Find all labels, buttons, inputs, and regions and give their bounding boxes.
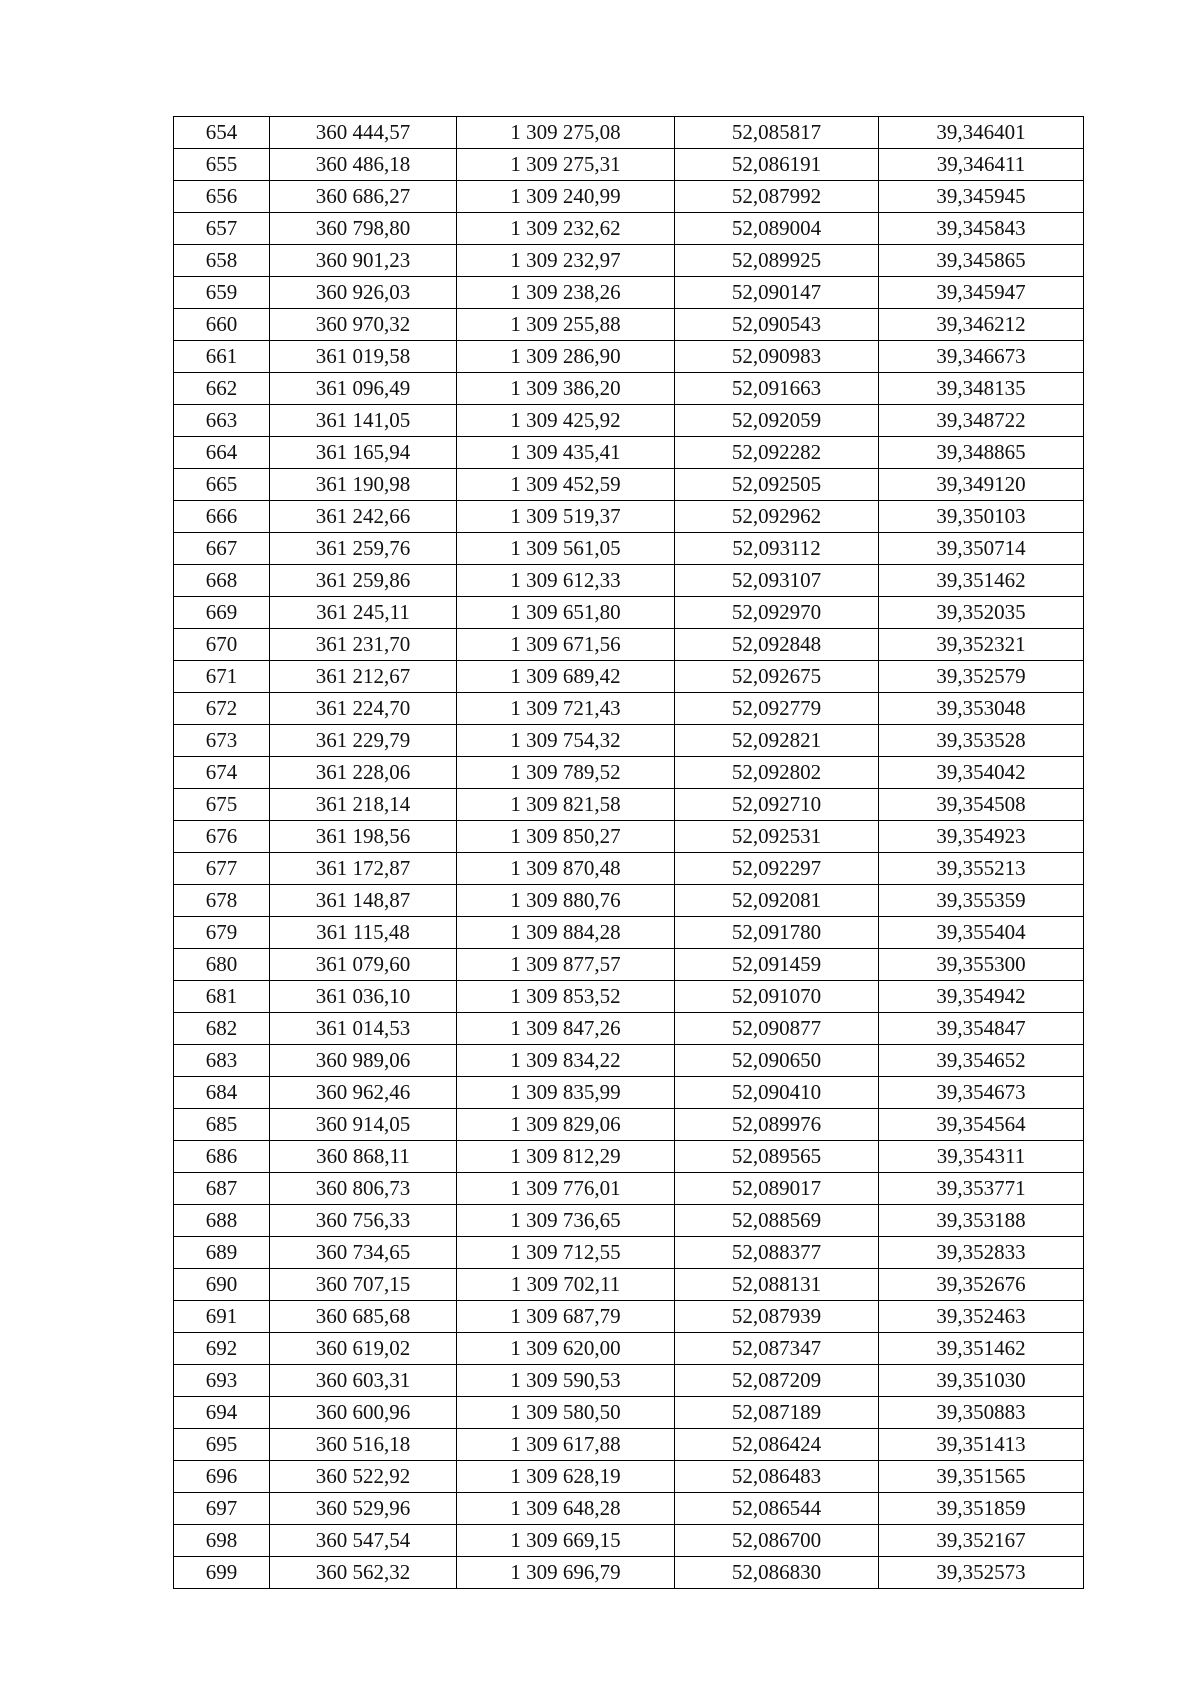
cell-point-number: 658 [174, 245, 270, 277]
cell-coordinate-y: 1 309 519,37 [457, 501, 675, 533]
cell-longitude: 39,345947 [879, 277, 1084, 309]
cell-longitude: 39,346401 [879, 117, 1084, 149]
cell-latitude: 52,089565 [675, 1141, 879, 1173]
cell-coordinate-y: 1 309 386,20 [457, 373, 675, 405]
cell-coordinate-y: 1 309 255,88 [457, 309, 675, 341]
cell-point-number: 661 [174, 341, 270, 373]
table-row [174, 565, 1084, 597]
cell-longitude: 39,345865 [879, 245, 1084, 277]
cell-point-number: 663 [174, 405, 270, 437]
cell-latitude: 52,090410 [675, 1077, 879, 1109]
cell-longitude: 39,354508 [879, 789, 1084, 821]
cell-latitude: 52,089925 [675, 245, 879, 277]
cell-longitude: 39,352321 [879, 629, 1084, 661]
cell-coordinate-x: 361 231,70 [270, 629, 457, 661]
cell-point-number: 697 [174, 1493, 270, 1525]
cell-coordinate-x: 361 115,48 [270, 917, 457, 949]
cell-latitude: 52,092821 [675, 725, 879, 757]
cell-coordinate-y: 1 309 812,29 [457, 1141, 675, 1173]
cell-coordinate-x: 360 600,96 [270, 1397, 457, 1429]
cell-latitude: 52,090147 [675, 277, 879, 309]
cell-longitude: 39,352463 [879, 1301, 1084, 1333]
cell-point-number: 680 [174, 949, 270, 981]
cell-latitude: 52,092531 [675, 821, 879, 853]
table-row [174, 757, 1084, 789]
cell-latitude: 52,092710 [675, 789, 879, 821]
cell-latitude: 52,086544 [675, 1493, 879, 1525]
cell-point-number: 662 [174, 373, 270, 405]
cell-longitude: 39,353188 [879, 1205, 1084, 1237]
cell-coordinate-x: 360 707,15 [270, 1269, 457, 1301]
cell-longitude: 39,354923 [879, 821, 1084, 853]
cell-longitude: 39,349120 [879, 469, 1084, 501]
cell-longitude: 39,351462 [879, 1333, 1084, 1365]
table-row [174, 373, 1084, 405]
table-row [174, 1493, 1084, 1525]
cell-latitude: 52,093107 [675, 565, 879, 597]
table-row [174, 1461, 1084, 1493]
cell-coordinate-y: 1 309 721,43 [457, 693, 675, 725]
table-row [174, 917, 1084, 949]
cell-coordinate-y: 1 309 821,58 [457, 789, 675, 821]
cell-coordinate-y: 1 309 240,99 [457, 181, 675, 213]
cell-coordinate-y: 1 309 561,05 [457, 533, 675, 565]
cell-coordinate-y: 1 309 612,33 [457, 565, 675, 597]
table-row [174, 1109, 1084, 1141]
cell-latitude: 52,088377 [675, 1237, 879, 1269]
cell-point-number: 688 [174, 1205, 270, 1237]
cell-latitude: 52,089017 [675, 1173, 879, 1205]
cell-coordinate-x: 360 756,33 [270, 1205, 457, 1237]
cell-coordinate-x: 361 036,10 [270, 981, 457, 1013]
cell-longitude: 39,345945 [879, 181, 1084, 213]
table-row [174, 853, 1084, 885]
cell-point-number: 672 [174, 693, 270, 725]
coordinates-table-body [174, 117, 1084, 1589]
table-row [174, 1205, 1084, 1237]
cell-latitude: 52,089976 [675, 1109, 879, 1141]
table-row [174, 1013, 1084, 1045]
table-row [174, 1429, 1084, 1461]
cell-coordinate-x: 361 148,87 [270, 885, 457, 917]
cell-coordinate-x: 360 868,11 [270, 1141, 457, 1173]
table-row [174, 1269, 1084, 1301]
cell-point-number: 667 [174, 533, 270, 565]
cell-latitude: 52,090983 [675, 341, 879, 373]
cell-coordinate-y: 1 309 232,62 [457, 213, 675, 245]
cell-point-number: 687 [174, 1173, 270, 1205]
cell-coordinate-y: 1 309 870,48 [457, 853, 675, 885]
cell-point-number: 677 [174, 853, 270, 885]
cell-longitude: 39,345843 [879, 213, 1084, 245]
cell-coordinate-x: 361 165,94 [270, 437, 457, 469]
cell-coordinate-y: 1 309 736,65 [457, 1205, 675, 1237]
cell-latitude: 52,085817 [675, 117, 879, 149]
table-row [174, 885, 1084, 917]
coordinates-table [173, 116, 1084, 1589]
table-row [174, 1141, 1084, 1173]
cell-point-number: 686 [174, 1141, 270, 1173]
cell-point-number: 666 [174, 501, 270, 533]
cell-coordinate-x: 360 686,27 [270, 181, 457, 213]
cell-longitude: 39,351859 [879, 1493, 1084, 1525]
cell-point-number: 654 [174, 117, 270, 149]
table-row [174, 597, 1084, 629]
cell-longitude: 39,354564 [879, 1109, 1084, 1141]
table-row [174, 437, 1084, 469]
cell-coordinate-y: 1 309 580,50 [457, 1397, 675, 1429]
cell-coordinate-x: 361 229,79 [270, 725, 457, 757]
cell-longitude: 39,346673 [879, 341, 1084, 373]
cell-point-number: 679 [174, 917, 270, 949]
cell-coordinate-x: 361 218,14 [270, 789, 457, 821]
cell-point-number: 655 [174, 149, 270, 181]
table-row [174, 533, 1084, 565]
cell-point-number: 693 [174, 1365, 270, 1397]
cell-coordinate-x: 361 259,76 [270, 533, 457, 565]
cell-latitude: 52,087189 [675, 1397, 879, 1429]
cell-coordinate-y: 1 309 829,06 [457, 1109, 675, 1141]
cell-latitude: 52,089004 [675, 213, 879, 245]
cell-longitude: 39,352035 [879, 597, 1084, 629]
table-row [174, 1173, 1084, 1205]
cell-point-number: 671 [174, 661, 270, 693]
cell-point-number: 692 [174, 1333, 270, 1365]
cell-coordinate-x: 360 522,92 [270, 1461, 457, 1493]
cell-coordinate-x: 361 245,11 [270, 597, 457, 629]
cell-latitude: 52,092970 [675, 597, 879, 629]
cell-point-number: 670 [174, 629, 270, 661]
cell-point-number: 681 [174, 981, 270, 1013]
cell-latitude: 52,087209 [675, 1365, 879, 1397]
cell-coordinate-x: 360 685,68 [270, 1301, 457, 1333]
cell-point-number: 694 [174, 1397, 270, 1429]
cell-longitude: 39,354652 [879, 1045, 1084, 1077]
table-row [174, 149, 1084, 181]
cell-point-number: 674 [174, 757, 270, 789]
table-row [174, 469, 1084, 501]
cell-point-number: 668 [174, 565, 270, 597]
table-row [174, 661, 1084, 693]
table-row [174, 1237, 1084, 1269]
table-row [174, 821, 1084, 853]
cell-coordinate-y: 1 309 425,92 [457, 405, 675, 437]
cell-coordinate-x: 361 212,67 [270, 661, 457, 693]
cell-coordinate-x: 360 914,05 [270, 1109, 457, 1141]
cell-latitude: 52,092297 [675, 853, 879, 885]
cell-coordinate-x: 361 228,06 [270, 757, 457, 789]
table-row [174, 1525, 1084, 1557]
cell-coordinate-y: 1 309 620,00 [457, 1333, 675, 1365]
cell-longitude: 39,354942 [879, 981, 1084, 1013]
cell-coordinate-y: 1 309 884,28 [457, 917, 675, 949]
cell-point-number: 656 [174, 181, 270, 213]
cell-longitude: 39,355213 [879, 853, 1084, 885]
cell-longitude: 39,348722 [879, 405, 1084, 437]
cell-longitude: 39,350883 [879, 1397, 1084, 1429]
cell-coordinate-y: 1 309 776,01 [457, 1173, 675, 1205]
cell-latitude: 52,090650 [675, 1045, 879, 1077]
cell-latitude: 52,086483 [675, 1461, 879, 1493]
cell-point-number: 665 [174, 469, 270, 501]
cell-latitude: 52,090877 [675, 1013, 879, 1045]
cell-point-number: 696 [174, 1461, 270, 1493]
cell-coordinate-x: 361 224,70 [270, 693, 457, 725]
cell-point-number: 678 [174, 885, 270, 917]
cell-point-number: 699 [174, 1557, 270, 1589]
table-row [174, 341, 1084, 373]
cell-coordinate-x: 360 734,65 [270, 1237, 457, 1269]
cell-coordinate-y: 1 309 590,53 [457, 1365, 675, 1397]
cell-longitude: 39,351565 [879, 1461, 1084, 1493]
cell-coordinate-y: 1 309 847,26 [457, 1013, 675, 1045]
cell-longitude: 39,354042 [879, 757, 1084, 789]
table-row [174, 789, 1084, 821]
cell-latitude: 52,088131 [675, 1269, 879, 1301]
cell-longitude: 39,352167 [879, 1525, 1084, 1557]
cell-coordinate-y: 1 309 850,27 [457, 821, 675, 853]
cell-longitude: 39,351413 [879, 1429, 1084, 1461]
cell-coordinate-x: 360 547,54 [270, 1525, 457, 1557]
cell-coordinate-y: 1 309 834,22 [457, 1045, 675, 1077]
table-row [174, 309, 1084, 341]
cell-point-number: 676 [174, 821, 270, 853]
cell-point-number: 682 [174, 1013, 270, 1045]
cell-coordinate-y: 1 309 702,11 [457, 1269, 675, 1301]
cell-longitude: 39,352676 [879, 1269, 1084, 1301]
cell-point-number: 684 [174, 1077, 270, 1109]
cell-longitude: 39,352579 [879, 661, 1084, 693]
cell-latitude: 52,086424 [675, 1429, 879, 1461]
cell-point-number: 691 [174, 1301, 270, 1333]
cell-longitude: 39,350714 [879, 533, 1084, 565]
cell-latitude: 52,088569 [675, 1205, 879, 1237]
cell-latitude: 52,092059 [675, 405, 879, 437]
cell-coordinate-x: 361 198,56 [270, 821, 457, 853]
cell-longitude: 39,353048 [879, 693, 1084, 725]
cell-longitude: 39,354673 [879, 1077, 1084, 1109]
cell-point-number: 657 [174, 213, 270, 245]
table-row [174, 981, 1084, 1013]
cell-point-number: 683 [174, 1045, 270, 1077]
cell-latitude: 52,092505 [675, 469, 879, 501]
cell-coordinate-y: 1 309 435,41 [457, 437, 675, 469]
cell-point-number: 660 [174, 309, 270, 341]
cell-longitude: 39,353528 [879, 725, 1084, 757]
cell-coordinate-x: 361 190,98 [270, 469, 457, 501]
table-row [174, 1077, 1084, 1109]
cell-latitude: 52,087347 [675, 1333, 879, 1365]
cell-coordinate-y: 1 309 880,76 [457, 885, 675, 917]
cell-coordinate-x: 361 242,66 [270, 501, 457, 533]
cell-latitude: 52,091780 [675, 917, 879, 949]
cell-coordinate-y: 1 309 275,08 [457, 117, 675, 149]
cell-latitude: 52,086700 [675, 1525, 879, 1557]
table-row [174, 501, 1084, 533]
cell-latitude: 52,092779 [675, 693, 879, 725]
cell-coordinate-y: 1 309 617,88 [457, 1429, 675, 1461]
cell-coordinate-x: 361 259,86 [270, 565, 457, 597]
cell-coordinate-x: 360 529,96 [270, 1493, 457, 1525]
cell-coordinate-x: 360 562,32 [270, 1557, 457, 1589]
cell-longitude: 39,350103 [879, 501, 1084, 533]
cell-coordinate-y: 1 309 835,99 [457, 1077, 675, 1109]
cell-latitude: 52,092962 [675, 501, 879, 533]
table-row [174, 1045, 1084, 1077]
cell-latitude: 52,091459 [675, 949, 879, 981]
cell-point-number: 669 [174, 597, 270, 629]
table-row [174, 1365, 1084, 1397]
table-row [174, 405, 1084, 437]
cell-coordinate-x: 361 014,53 [270, 1013, 457, 1045]
cell-coordinate-y: 1 309 877,57 [457, 949, 675, 981]
cell-longitude: 39,355404 [879, 917, 1084, 949]
cell-point-number: 685 [174, 1109, 270, 1141]
cell-coordinate-x: 360 444,57 [270, 117, 457, 149]
cell-point-number: 690 [174, 1269, 270, 1301]
cell-latitude: 52,091663 [675, 373, 879, 405]
table-row [174, 1301, 1084, 1333]
cell-longitude: 39,354847 [879, 1013, 1084, 1045]
cell-point-number: 695 [174, 1429, 270, 1461]
cell-coordinate-y: 1 309 275,31 [457, 149, 675, 181]
cell-coordinate-y: 1 309 696,79 [457, 1557, 675, 1589]
cell-coordinate-x: 361 096,49 [270, 373, 457, 405]
cell-latitude: 52,086191 [675, 149, 879, 181]
cell-coordinate-x: 360 806,73 [270, 1173, 457, 1205]
cell-longitude: 39,355359 [879, 885, 1084, 917]
cell-coordinate-y: 1 309 789,52 [457, 757, 675, 789]
cell-coordinate-y: 1 309 651,80 [457, 597, 675, 629]
cell-coordinate-y: 1 309 669,15 [457, 1525, 675, 1557]
cell-latitude: 52,092675 [675, 661, 879, 693]
cell-point-number: 659 [174, 277, 270, 309]
table-row [174, 725, 1084, 757]
cell-longitude: 39,348135 [879, 373, 1084, 405]
cell-longitude: 39,352833 [879, 1237, 1084, 1269]
table-row [174, 245, 1084, 277]
table-row [174, 1397, 1084, 1429]
cell-longitude: 39,353771 [879, 1173, 1084, 1205]
cell-coordinate-x: 360 926,03 [270, 277, 457, 309]
cell-coordinate-y: 1 309 671,56 [457, 629, 675, 661]
cell-coordinate-y: 1 309 452,59 [457, 469, 675, 501]
cell-latitude: 52,092282 [675, 437, 879, 469]
table-row [174, 277, 1084, 309]
cell-coordinate-x: 360 516,18 [270, 1429, 457, 1461]
cell-latitude: 52,087992 [675, 181, 879, 213]
table-row [174, 1557, 1084, 1589]
cell-coordinate-y: 1 309 232,97 [457, 245, 675, 277]
cell-longitude: 39,354311 [879, 1141, 1084, 1173]
cell-longitude: 39,348865 [879, 437, 1084, 469]
cell-coordinate-y: 1 309 238,26 [457, 277, 675, 309]
cell-coordinate-y: 1 309 286,90 [457, 341, 675, 373]
cell-point-number: 698 [174, 1525, 270, 1557]
table-row [174, 693, 1084, 725]
cell-point-number: 664 [174, 437, 270, 469]
cell-coordinate-y: 1 309 712,55 [457, 1237, 675, 1269]
cell-point-number: 689 [174, 1237, 270, 1269]
cell-coordinate-x: 360 962,46 [270, 1077, 457, 1109]
cell-coordinate-y: 1 309 628,19 [457, 1461, 675, 1493]
cell-longitude: 39,352573 [879, 1557, 1084, 1589]
cell-coordinate-x: 360 486,18 [270, 149, 457, 181]
cell-longitude: 39,351462 [879, 565, 1084, 597]
table-row [174, 949, 1084, 981]
cell-coordinate-x: 361 019,58 [270, 341, 457, 373]
cell-longitude: 39,355300 [879, 949, 1084, 981]
cell-longitude: 39,351030 [879, 1365, 1084, 1397]
cell-longitude: 39,346212 [879, 309, 1084, 341]
cell-coordinate-x: 360 798,80 [270, 213, 457, 245]
cell-coordinate-x: 360 989,06 [270, 1045, 457, 1077]
cell-latitude: 52,092802 [675, 757, 879, 789]
table-row [174, 213, 1084, 245]
cell-point-number: 673 [174, 725, 270, 757]
cell-latitude: 52,091070 [675, 981, 879, 1013]
cell-coordinate-y: 1 309 648,28 [457, 1493, 675, 1525]
table-row [174, 181, 1084, 213]
cell-coordinate-x: 361 141,05 [270, 405, 457, 437]
cell-coordinate-y: 1 309 754,32 [457, 725, 675, 757]
cell-latitude: 52,092848 [675, 629, 879, 661]
cell-latitude: 52,093112 [675, 533, 879, 565]
cell-coordinate-x: 360 619,02 [270, 1333, 457, 1365]
cell-coordinate-y: 1 309 853,52 [457, 981, 675, 1013]
cell-coordinate-x: 360 603,31 [270, 1365, 457, 1397]
table-row [174, 629, 1084, 661]
cell-coordinate-x: 361 079,60 [270, 949, 457, 981]
cell-coordinate-y: 1 309 689,42 [457, 661, 675, 693]
cell-latitude: 52,087939 [675, 1301, 879, 1333]
cell-latitude: 52,086830 [675, 1557, 879, 1589]
cell-coordinate-x: 360 970,32 [270, 309, 457, 341]
cell-longitude: 39,346411 [879, 149, 1084, 181]
cell-coordinate-x: 360 901,23 [270, 245, 457, 277]
cell-point-number: 675 [174, 789, 270, 821]
table-row [174, 117, 1084, 149]
table-row [174, 1333, 1084, 1365]
cell-latitude: 52,092081 [675, 885, 879, 917]
cell-coordinate-x: 361 172,87 [270, 853, 457, 885]
cell-latitude: 52,090543 [675, 309, 879, 341]
cell-coordinate-y: 1 309 687,79 [457, 1301, 675, 1333]
